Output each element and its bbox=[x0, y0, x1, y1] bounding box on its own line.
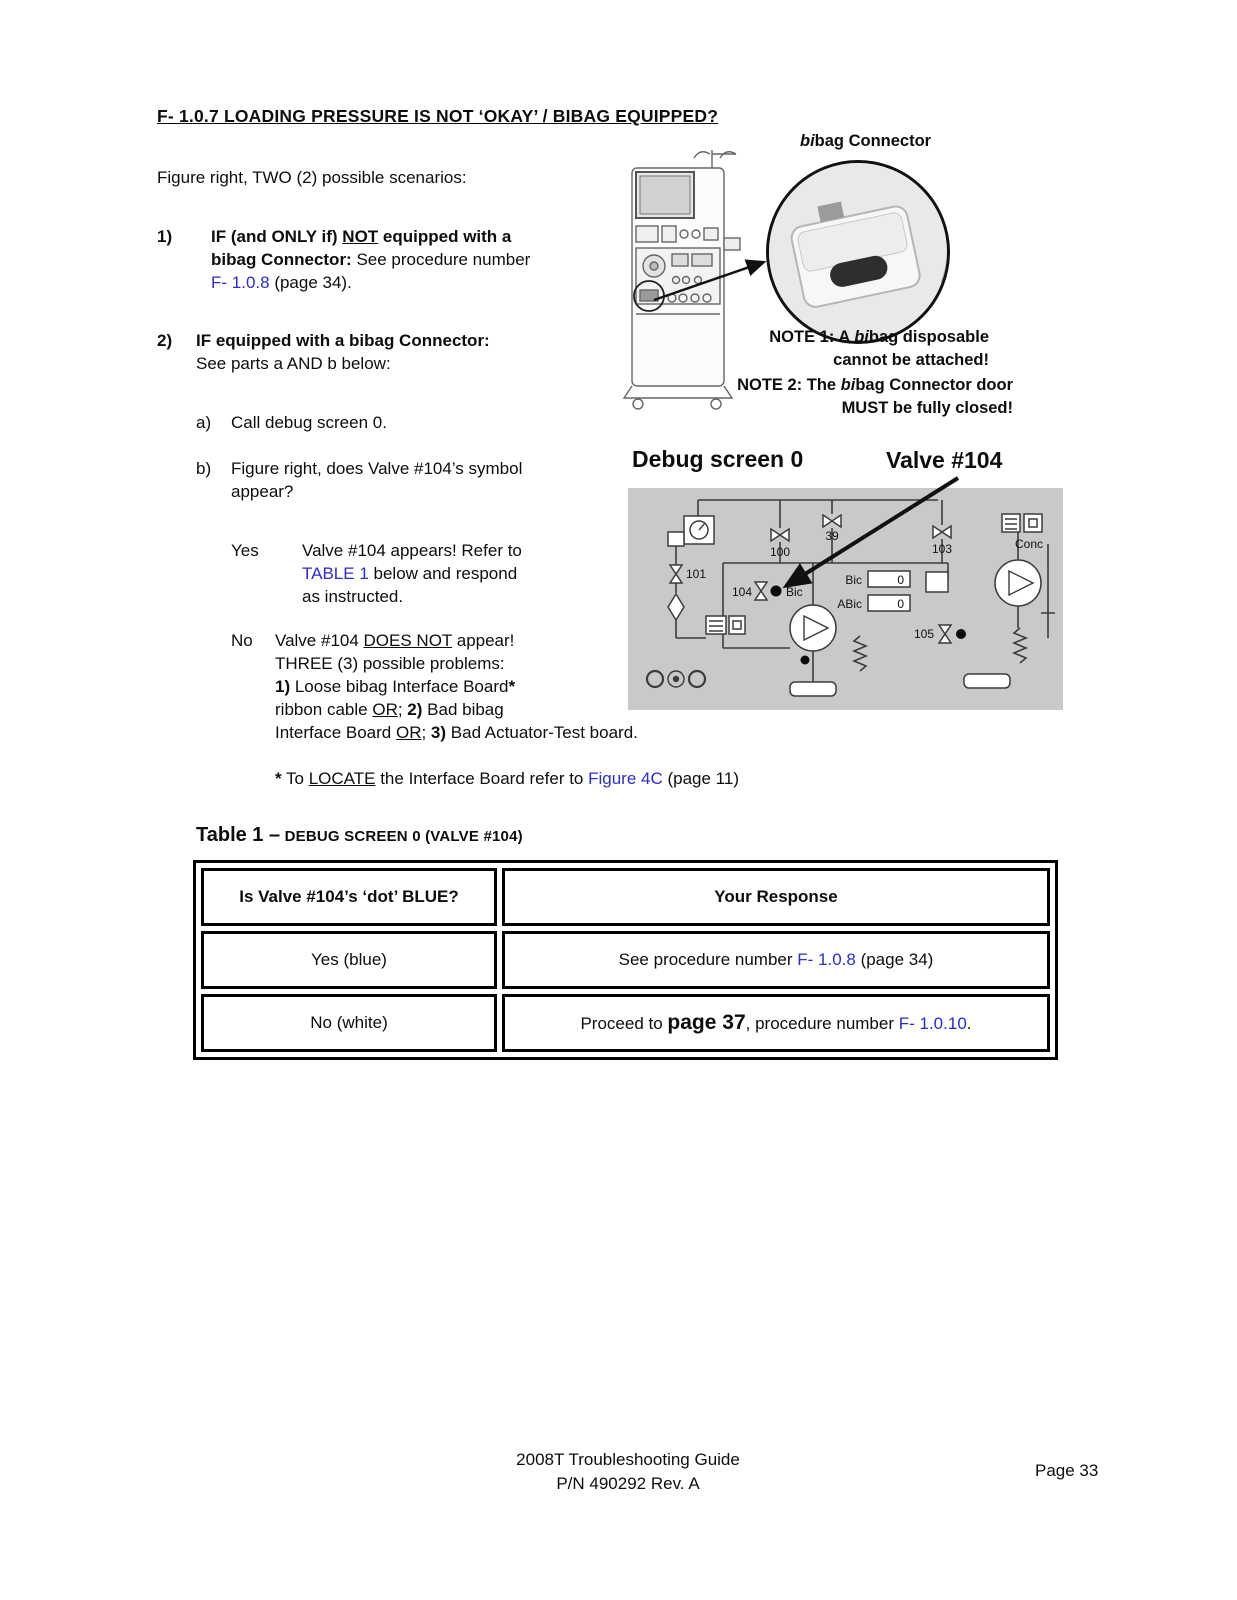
step-b-text: Figure right, does Valve #104’s symbol appear? bbox=[231, 459, 523, 501]
table-row-yes bbox=[201, 931, 1050, 989]
svg-text:0: 0 bbox=[897, 597, 904, 611]
footer-guide-title: 2008T Troubleshooting Guide bbox=[516, 1450, 740, 1469]
valve-105-dot bbox=[956, 629, 966, 639]
svg-text:0: 0 bbox=[897, 573, 904, 587]
step-a-text: Call debug screen 0. bbox=[231, 413, 387, 432]
row-no-response: Proceed to page 37, procedure number F- 1.0.10. bbox=[502, 994, 1050, 1052]
table-header-row bbox=[201, 868, 1050, 926]
page-title: F- 1.0.7 LOADING PRESSURE IS NOT ‘OKAY’ / BIBAG EQUIPPED? bbox=[157, 106, 719, 126]
yes-marker: Yes bbox=[231, 541, 259, 560]
valve-104-label: Valve #104 bbox=[886, 447, 1003, 473]
row-no-question: No (white) bbox=[201, 994, 497, 1052]
note-1: NOTE 1: A bibag disposable cannot be attached! bbox=[769, 328, 989, 369]
svg-text:ABic: ABic bbox=[837, 597, 862, 611]
step-a-marker: a) bbox=[196, 413, 212, 432]
svg-text:Bic: Bic bbox=[845, 573, 862, 587]
yes-text: Valve #104 appears! Refer to TABLE 1 below and respond as instructed. bbox=[302, 541, 522, 606]
table-1-heading: Table 1 – DEBUG SCREEN 0 (VALVE #104) bbox=[196, 824, 523, 846]
footer-part-number: P/N 490292 Rev. A bbox=[556, 1474, 700, 1493]
procedure-link-f-1-0-8-table[interactable]: F- 1.0.8 bbox=[797, 950, 856, 969]
valve-104-arrow bbox=[762, 470, 972, 602]
row-yes-question: Yes (blue) bbox=[201, 931, 497, 989]
svg-text:39: 39 bbox=[825, 529, 839, 543]
figure-4c-link[interactable]: Figure 4C bbox=[588, 769, 663, 788]
table-header-question: Is Valve #104’s ‘dot’ BLUE? bbox=[201, 868, 497, 926]
svg-text:104: 104 bbox=[731, 585, 752, 599]
intro-text: Figure right, TWO (2) possible scenarios: bbox=[157, 168, 467, 187]
item2-marker: 2) bbox=[157, 331, 173, 350]
bibag-connector-photo bbox=[769, 163, 949, 343]
item1-marker: 1) bbox=[157, 227, 173, 246]
procedure-link-f-1-0-8[interactable]: F- 1.0.8 bbox=[211, 273, 270, 292]
row-yes-response: See procedure number F- 1.0.8 (page 34) bbox=[502, 931, 1050, 989]
no-marker: No bbox=[231, 631, 253, 650]
svg-text:Conc: Conc bbox=[1014, 537, 1044, 551]
bibag-connector-caption: bibag Connector bbox=[800, 132, 932, 150]
procedure-link-f-1-0-10[interactable]: F- 1.0.10 bbox=[898, 1014, 967, 1033]
svg-text:100: 100 bbox=[769, 545, 791, 559]
page-footer bbox=[248, 1448, 1008, 1496]
debug-screen-0-label: Debug screen 0 bbox=[632, 446, 804, 472]
page-number: Page 33 bbox=[1035, 1461, 1099, 1480]
item2-text: IF equipped with a bibag Connector: See parts a AND b below: bbox=[196, 331, 490, 373]
callout-arrow bbox=[648, 250, 780, 308]
table-1 bbox=[193, 860, 1058, 1060]
item1-text: IF (and ONLY if) NOT equipped with a bibag Connector: See procedure number F- 1.0.8 (page 34). bbox=[211, 227, 531, 292]
no-text: Valve #104 DOES NOT appear! THREE (3) possible problems: 1) Loose bibag Interface Board* ribbon cable OR; 2) Bad bibag Interface Board OR; 3) Bad Actuator-Test board. bbox=[275, 631, 638, 742]
table-row-no bbox=[201, 994, 1050, 1052]
bibag-connector-callout bbox=[766, 160, 950, 344]
table-header-response: Your Response bbox=[502, 868, 1050, 926]
svg-text:101: 101 bbox=[686, 567, 707, 581]
footnote: * To LOCATE the Interface Board refer to Figure 4C (page 11) bbox=[275, 769, 739, 788]
note-2: NOTE 2: The bibag Connector door MUST be fully closed! bbox=[737, 376, 1013, 417]
svg-text:103: 103 bbox=[931, 542, 953, 556]
svg-text:105: 105 bbox=[913, 627, 934, 641]
svg-text:Bic: Bic bbox=[786, 585, 803, 599]
table-1-link[interactable]: TABLE 1 bbox=[302, 564, 369, 583]
step-b-marker: b) bbox=[196, 459, 212, 478]
